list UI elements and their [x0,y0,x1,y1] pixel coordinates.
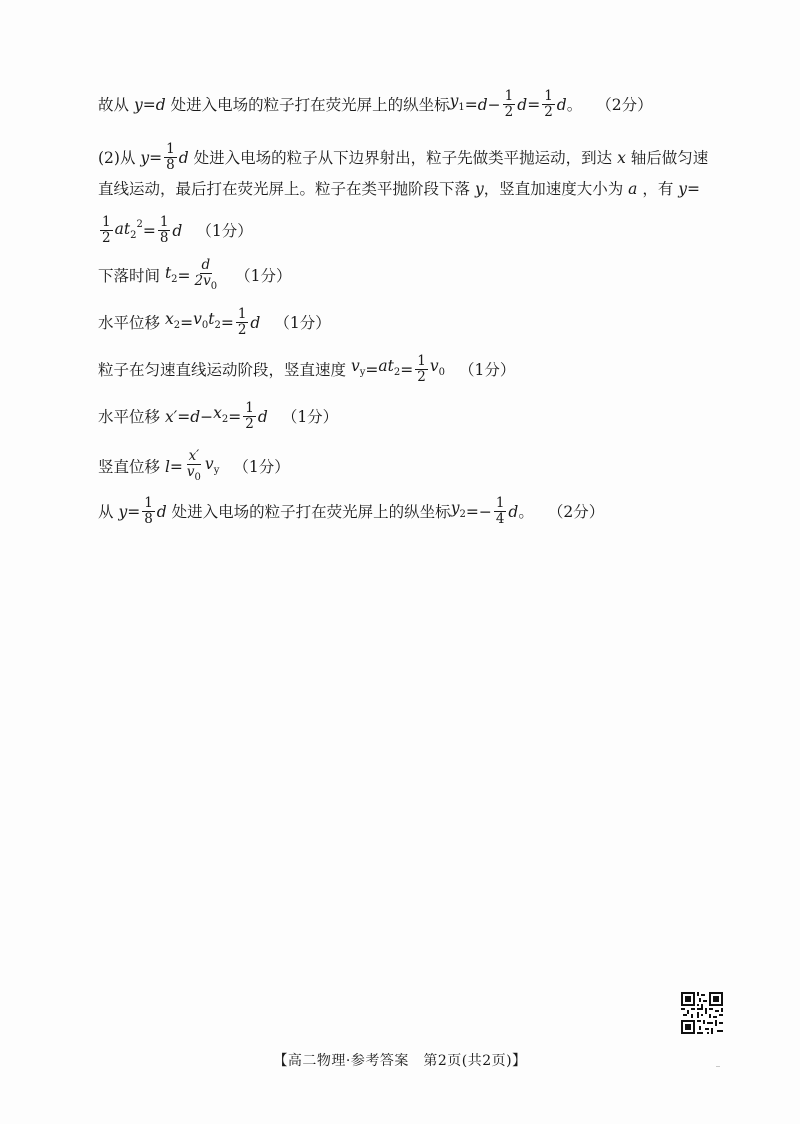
line2-prefix: (2)从 [98,148,136,167]
score-label: （1分） [233,458,290,476]
score-label: （2分） [596,95,653,114]
horizontal-displacement-label: 水平位移 [98,407,161,426]
fraction: $\frac{1}{2}$ [544,88,553,120]
line10-text: 处进入电场的粒子打在荧光屏上的纵坐标 [171,502,451,521]
fraction: $\frac{1}{2}$ [504,88,514,120]
score-label: （1分） [281,407,339,426]
fraction: $\frac{1}{2}$ [245,400,254,432]
fraction: $\frac{1}{4}$ [495,495,505,527]
answer-line-3: 直线运动，最后打在荧光屏上。粒子在类平抛阶段下落 y ，竖直加速度大小为 a ，有 y = [98,177,700,201]
score-label: （1分） [235,267,292,285]
fraction: $\frac{1}{8}$ [159,214,169,246]
fraction: $\frac{1}{2}$ [102,214,111,246]
answer-line-6: 水平位移 $x_2$ = $v_0t_2$ = $\frac{1}{2}$ d （1分） [98,306,331,338]
horizontal-displacement-label: 水平位移 [98,313,161,332]
fraction: $\frac{1}{8}$ [144,495,153,527]
line2-text: 处进入电场的粒子从下边界射出，粒子先做类平抛运动，到达 [193,148,613,167]
fraction: $\frac{1}{2}$ [237,306,247,338]
vertical-displacement-label: 竖直位移 [98,458,161,476]
fraction: $\frac{1}{8}$ [166,141,175,173]
line3-text: 直线运动，最后打在荧光屏上。粒子在类平抛阶段下落 [98,180,471,198]
line10-prefix: 从 [98,502,114,521]
fraction: $\frac{d}{2v_0}$ [194,257,218,292]
line3-text-mid: ，竖直加速度大小为 [483,180,624,198]
line1-prefix: 故从 [98,95,130,114]
page-footer: 【高二物理·参考答案 第2页(共2页)】 [273,1053,527,1069]
fraction: $\frac{1}{2}$ [417,353,426,385]
score-label: （2分） [547,502,605,521]
answer-line-9: 竖直位移 l = $\frac{x'}{v_0}$ $v_y$ （1分） [98,448,290,483]
line1-text: 处进入电场的粒子打在荧光屏上的纵坐标 [170,95,450,114]
qr-code-icon [681,992,723,1034]
answer-line-4: $\frac{1}{2}$ $at_2^2$ = $\frac{1}{8}$ d （1分） [102,214,253,246]
answer-line-7: 粒子在匀速直线运动阶段，竖直速度 $v_y$ = $at_2$ = $\frac{1}{2}$ $v_0$ （1分） [98,353,516,385]
score-label: （1分） [274,313,331,332]
vertical-velocity-label: 粒子在匀速直线运动阶段，竖直速度 [98,360,347,379]
answer-line-2: (2)从 y = $\frac{1}{8}$ d 处进入电场的粒子从下边界射出，粒子先做类平抛运动，到达 x 轴后做匀速 [98,141,709,173]
score-label: （1分） [196,221,253,240]
answer-line-10: 从 y = $\frac{1}{8}$ d 处进入电场的粒子打在荧光屏上的纵坐标 $y_2$ =− $\frac{1}{4}$ d 。 （2分） [98,495,605,527]
line3-text-end: ，有 [642,180,674,198]
line2-text-end: 轴后做匀速 [630,148,709,167]
answer-line-5: 下落时间 $t_2$ = $\frac{d}{2v_0}$ （1分） [98,257,292,292]
fraction: $\frac{x'}{v_0}$ [186,448,201,483]
scan-mark [716,1066,720,1067]
score-label: （1分） [458,360,516,379]
answer-line-8: 水平位移 x′ = d − $x_2$ = $\frac{1}{2}$ d （1分） [98,400,339,432]
answer-line-1: 故从 y = d 处进入电场的粒子打在荧光屏上的纵坐标 $y_1$ = d − $\frac{1}{2}$ d = $\frac{1}{2}$ d 。 （2分） [98,88,653,120]
fall-time-label: 下落时间 [98,267,161,285]
